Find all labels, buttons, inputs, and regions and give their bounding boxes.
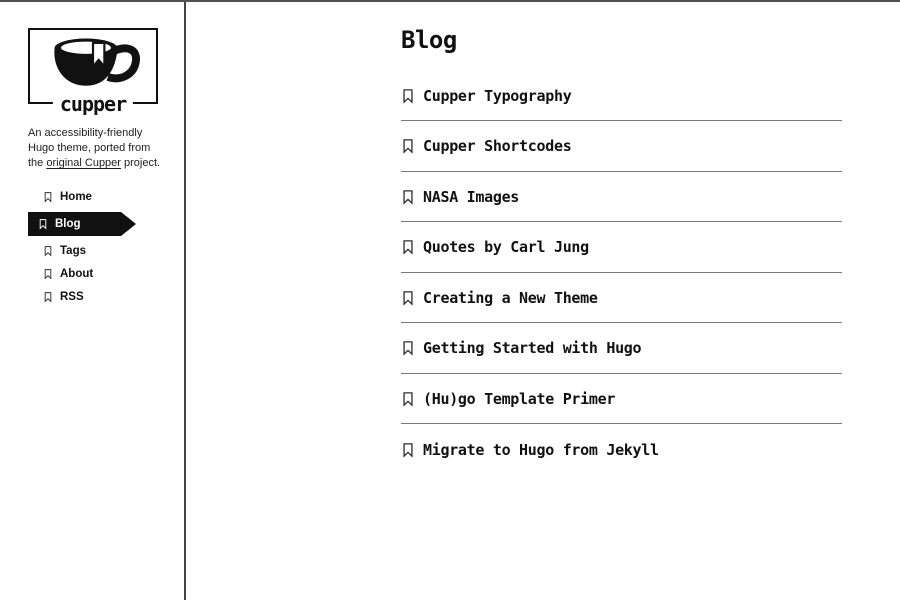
nav-item-blog (28, 212, 184, 236)
post-title: Cupper Shortcodes (423, 137, 572, 156)
post-title: (Hu)go Template Primer (423, 389, 616, 408)
nav-link-rss[interactable] (28, 288, 84, 306)
cup-logo-icon (45, 35, 141, 91)
nav-label: Tags (60, 245, 86, 257)
post-title: Migrate to Hugo from Jekyll (423, 440, 659, 459)
site-tagline (28, 126, 164, 171)
bookmark-icon (43, 191, 53, 203)
bookmark-icon (43, 245, 53, 257)
nav-item-rss (28, 288, 184, 306)
nav-label: About (60, 268, 94, 280)
site-logo[interactable] (28, 28, 158, 116)
bookmark-icon (401, 189, 415, 205)
bookmark-icon (401, 239, 415, 255)
bookmark-icon (401, 340, 415, 356)
bookmark-icon (401, 391, 415, 407)
nav-item-about (28, 265, 184, 283)
nav-link-about[interactable] (28, 265, 93, 283)
sidebar-nav (28, 188, 184, 306)
site-title: cupper (53, 92, 133, 116)
bookmark-icon (401, 138, 415, 154)
post-link[interactable] (401, 121, 842, 172)
post-list (401, 71, 842, 475)
nav-label: Blog (55, 218, 81, 230)
bookmark-icon (38, 218, 48, 230)
post-link[interactable] (401, 424, 842, 475)
nav-link-home[interactable] (28, 188, 92, 206)
post-link[interactable] (401, 374, 842, 425)
post-title: Quotes by Carl Jung (423, 238, 589, 257)
bookmark-icon (401, 290, 415, 306)
page-title: Blog (401, 26, 457, 54)
nav-item-tags (28, 242, 184, 260)
post-link[interactable] (401, 273, 842, 324)
tagline-text-before: An accessibility-friendly Hugo theme, ported from the (28, 127, 151, 169)
original-cupper-link[interactable]: original Cupper (46, 157, 121, 169)
main-content (186, 2, 900, 600)
bookmark-icon (401, 442, 415, 458)
post-title: NASA Images (423, 187, 520, 206)
post-link[interactable] (401, 323, 842, 374)
post-title: Creating a New Theme (423, 288, 598, 307)
nav-label: Home (60, 191, 92, 203)
post-link[interactable] (401, 222, 842, 273)
nav-link-tags[interactable] (28, 242, 86, 260)
post-title: Getting Started with Hugo (423, 339, 642, 358)
nav-label: RSS (60, 291, 84, 303)
bookmark-icon (43, 291, 53, 303)
tagline-text-after: project. (120, 157, 161, 169)
bookmark-icon (43, 268, 53, 280)
bookmark-icon (401, 88, 415, 104)
post-title: Cupper Typography (423, 86, 572, 105)
post-link[interactable] (401, 71, 842, 122)
post-link[interactable] (401, 172, 842, 223)
nav-link-blog[interactable] (28, 212, 121, 236)
nav-item-home (28, 188, 184, 206)
sidebar (0, 2, 186, 600)
page (0, 2, 900, 600)
